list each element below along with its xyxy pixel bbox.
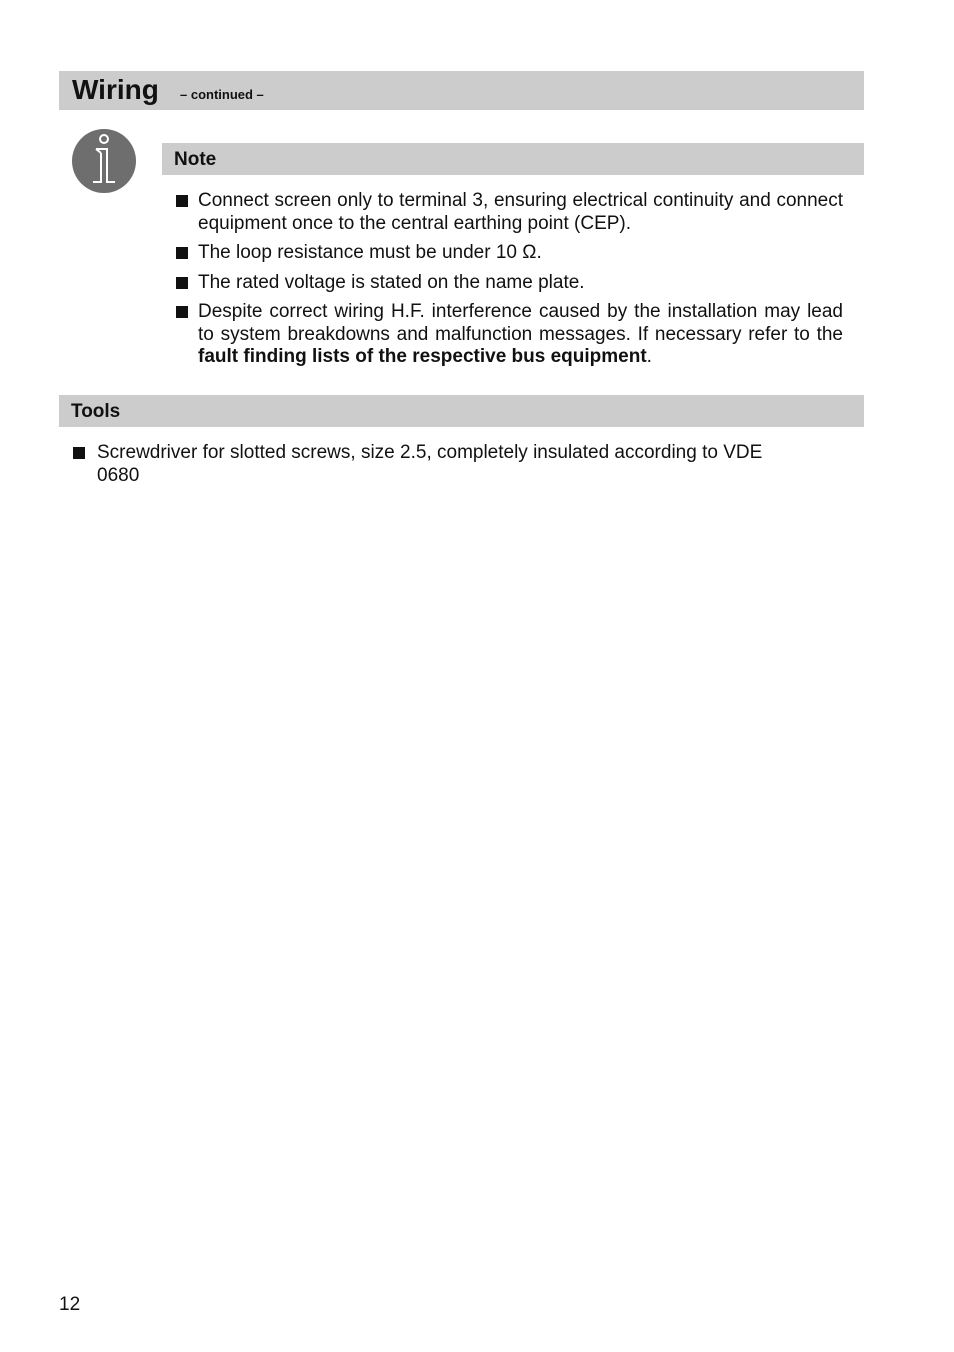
note-item-text: Connect screen only to terminal 3, ensuring electrical continuity and connect equipment once to the central earthing point (CEP). (198, 190, 843, 234)
info-icon (72, 129, 136, 193)
bullet-square-icon (176, 247, 188, 259)
list-item (175, 301, 843, 369)
bullet-square-icon (176, 195, 188, 207)
section-header (59, 71, 864, 110)
note-item-text: The rated voltage is stated on the name plate. (198, 271, 585, 293)
tools-list (72, 442, 792, 494)
page-number: 12 (59, 1294, 81, 1315)
bullet-square-icon (176, 306, 188, 318)
list-item (175, 242, 843, 265)
page-title: Wiring (72, 74, 159, 105)
note-item-emphasis: fault finding lists of the respective bus equipment (198, 346, 647, 367)
list-item (175, 190, 843, 235)
page-subtitle: – continued – (180, 87, 264, 102)
tools-header (59, 395, 864, 427)
note-title: Note (174, 149, 217, 170)
bullet-square-icon (176, 277, 188, 289)
bullet-square-icon (73, 447, 85, 459)
list-item (72, 442, 792, 487)
note-list (175, 190, 843, 376)
list-item (175, 272, 843, 295)
note-item-text-end: . (646, 346, 652, 367)
tools-title: Tools (71, 401, 121, 422)
note-header (162, 143, 864, 175)
note-item-text: Despite correct wiring H.F. interference caused by the installation may lead to system breakdowns and malfunction messages. If necessary refer to the (198, 301, 843, 345)
tools-item-text: Screwdriver for slotted screws, size 2.5, completely insulated according to VDE 0680 (97, 442, 763, 486)
note-item-text: The loop resistance must be under 10 Ω. (198, 242, 542, 263)
